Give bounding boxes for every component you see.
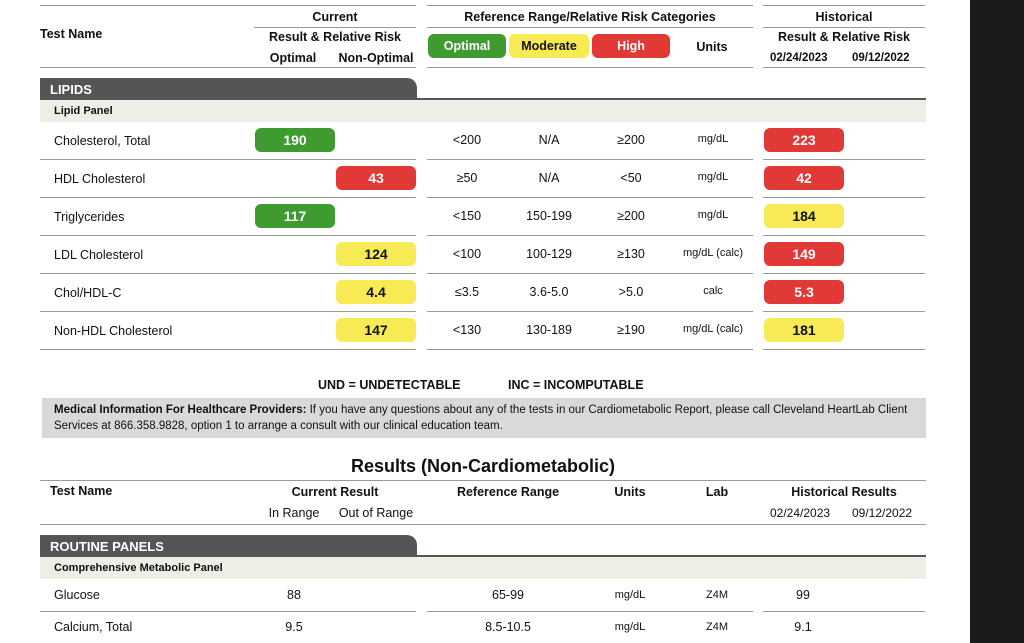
test-name: LDL Cholesterol xyxy=(54,248,144,262)
ref-high: ≥200 xyxy=(617,209,645,223)
header-bottom-rule xyxy=(763,67,925,68)
legend-high: High xyxy=(592,34,670,58)
historical-value: 9.1 xyxy=(794,620,812,634)
row-divider xyxy=(40,235,416,236)
ref-optimal: <150 xyxy=(452,209,482,223)
ref-moderate: 100-129 xyxy=(526,247,572,261)
ref-moderate: 130-189 xyxy=(526,323,572,337)
row-divider xyxy=(40,197,416,198)
ref-moderate: N/A xyxy=(538,133,560,147)
row-divider xyxy=(427,349,753,350)
info-text: If you have any questions about any of the tests in our Cardiometabolic Report, please call Cleveland HeartLab Client Services at 866.358.9828, option 1 to arrange a consult with our clinical education team. xyxy=(54,404,908,432)
hist-date-1: 02/24/2023 xyxy=(770,52,828,64)
nc-col-out-of-range: Out of Range xyxy=(338,506,414,520)
panel-cmp: Comprehensive Metabolic Panel xyxy=(40,557,926,579)
current-result-badge: 147 xyxy=(336,318,416,342)
col-hist-result-relative-risk: Result & Relative Risk xyxy=(778,30,910,44)
row-divider xyxy=(763,273,925,274)
nc-col-lab: Lab xyxy=(705,485,729,499)
row-divider xyxy=(427,159,753,160)
rule xyxy=(427,27,753,28)
historical-result-badge: 5.3 xyxy=(764,280,844,304)
nc-col-reference-range: Reference Range xyxy=(456,485,560,499)
legend-moderate: Moderate xyxy=(509,34,589,58)
test-name: Triglycerides xyxy=(54,210,125,224)
current-result-badge: 43 xyxy=(336,166,416,190)
col-optimal: Optimal xyxy=(269,51,317,65)
historical-result-badge: 181 xyxy=(764,318,844,342)
historical-result-badge: 149 xyxy=(764,242,844,266)
nc-col-units: Units xyxy=(614,485,646,499)
historical-result-badge: 223 xyxy=(764,128,844,152)
col-units: Units xyxy=(696,40,728,54)
row-divider xyxy=(40,273,416,274)
row-divider xyxy=(763,159,925,160)
header-top-rule xyxy=(427,5,753,6)
header-top-rule xyxy=(40,5,416,6)
header-bottom-rule xyxy=(40,67,416,68)
row-divider xyxy=(40,611,416,612)
ref-high: ≥190 xyxy=(617,323,645,337)
nc-col-test-name: Test Name xyxy=(50,484,113,498)
row-divider xyxy=(763,349,925,350)
row-divider xyxy=(40,349,416,350)
header-bottom-rule xyxy=(427,67,753,68)
current-result-badge: 190 xyxy=(255,128,335,152)
lab: Z4M xyxy=(706,589,728,601)
row-divider xyxy=(763,235,925,236)
row-divider xyxy=(40,311,416,312)
ref-moderate: N/A xyxy=(538,171,560,185)
inc-note: INC = INCOMPUTABLE xyxy=(508,378,644,392)
ref-moderate: 150-199 xyxy=(526,209,572,223)
row-divider xyxy=(427,611,753,612)
col-result-relative-risk: Result & Relative Risk xyxy=(269,30,401,44)
units: mg/dL xyxy=(614,589,646,601)
col-non-optimal: Non-Optimal xyxy=(338,51,414,65)
test-name: HDL Cholesterol xyxy=(54,172,146,186)
units: mg/dL (calc) xyxy=(682,323,744,335)
reference-range: 65-99 xyxy=(492,588,524,602)
section-lipids: LIPIDS xyxy=(40,78,417,100)
current-result-badge: 117 xyxy=(255,204,335,228)
units: calc xyxy=(703,285,723,297)
test-name: Cholesterol, Total xyxy=(54,134,151,148)
row-divider xyxy=(40,159,416,160)
test-name: Chol/HDL-C xyxy=(54,286,122,300)
ref-optimal: ≤3.5 xyxy=(454,285,480,299)
info-label: Medical Information For Healthcare Providers: xyxy=(54,404,307,416)
ref-optimal: <200 xyxy=(452,133,482,147)
current-result-badge: 124 xyxy=(336,242,416,266)
current-result-badge: 4.4 xyxy=(336,280,416,304)
ref-optimal: ≥50 xyxy=(456,171,478,185)
row-divider xyxy=(427,197,753,198)
col-reference-range: Reference Range/Relative Risk Categories xyxy=(464,10,716,24)
provider-info-box xyxy=(42,398,926,438)
row-divider xyxy=(763,197,925,198)
test-name: Non-HDL Cholesterol xyxy=(54,324,173,338)
viewer-edge xyxy=(970,0,1024,643)
nc-hist-date-2: 09/12/2022 xyxy=(852,506,913,520)
hist-date-2: 09/12/2022 xyxy=(852,52,910,64)
rule xyxy=(763,27,925,28)
historical-result-badge: 42 xyxy=(764,166,844,190)
nc-col-in-range: In Range xyxy=(268,506,320,520)
units: mg/dL (calc) xyxy=(682,247,744,259)
units: mg/dL xyxy=(697,171,729,183)
col-current: Current xyxy=(312,10,358,24)
units: mg/dL xyxy=(697,209,729,221)
ref-high: ≥200 xyxy=(617,133,645,147)
units: mg/dL xyxy=(697,133,729,145)
test-name: Calcium, Total xyxy=(54,620,133,634)
col-test-name: Test Name xyxy=(40,27,103,41)
noncardio-title: Results (Non-Cardiometabolic) xyxy=(350,456,616,476)
section-routine-panels: ROUTINE PANELS xyxy=(40,535,417,557)
header-top-rule xyxy=(763,5,925,6)
historical-value: 99 xyxy=(796,588,810,602)
rule xyxy=(40,524,926,525)
test-name: Glucose xyxy=(54,588,100,602)
ref-moderate: 3.6-5.0 xyxy=(529,285,569,299)
col-historical: Historical xyxy=(815,10,873,24)
historical-result-badge: 184 xyxy=(764,204,844,228)
row-divider xyxy=(427,273,753,274)
nc-col-current-result: Current Result xyxy=(291,485,379,499)
ref-high: <50 xyxy=(620,171,642,185)
row-divider xyxy=(427,311,753,312)
in-range-value: 88 xyxy=(287,588,301,602)
ref-high: ≥130 xyxy=(617,247,645,261)
in-range-value: 9.5 xyxy=(285,620,303,634)
row-divider xyxy=(763,311,925,312)
row-divider xyxy=(763,611,925,612)
nc-col-historical-results: Historical Results xyxy=(791,485,897,499)
rule xyxy=(254,27,416,28)
ref-high: >5.0 xyxy=(618,285,644,299)
ref-optimal: <130 xyxy=(452,323,482,337)
rule xyxy=(40,480,926,481)
units: mg/dL xyxy=(614,621,646,633)
legend-optimal: Optimal xyxy=(428,34,506,58)
ref-optimal: <100 xyxy=(452,247,482,261)
nc-hist-date-1: 02/24/2023 xyxy=(770,506,831,520)
reference-range: 8.5-10.5 xyxy=(485,620,531,634)
und-note: UND = UNDETECTABLE xyxy=(318,378,461,392)
lab: Z4M xyxy=(706,621,728,633)
row-divider xyxy=(427,235,753,236)
panel-lipid: Lipid Panel xyxy=(40,100,926,122)
